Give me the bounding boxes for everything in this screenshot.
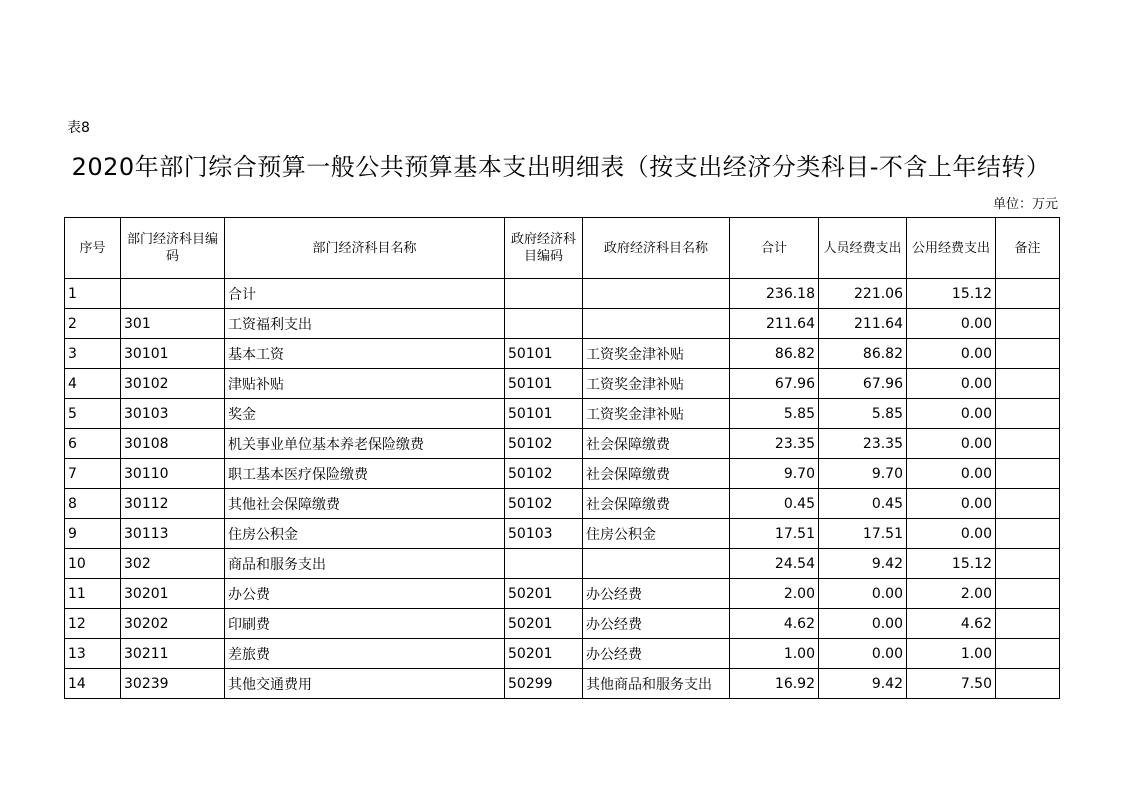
row-gov-name [583,309,730,339]
row-dept-code: 30211 [121,639,225,669]
row-remark [996,639,1060,669]
row-gov-code: 50201 [505,639,583,669]
row-total: 4.62 [730,609,819,639]
row-seq: 2 [65,309,121,339]
row-dept-name: 合计 [225,279,505,309]
row-total: 16.92 [730,669,819,699]
row-total: 5.85 [730,399,819,429]
row-public: 15.12 [907,279,996,309]
row-seq: 12 [65,609,121,639]
row-gov-code: 50101 [505,339,583,369]
row-gov-code: 50299 [505,669,583,699]
row-personnel: 0.00 [819,609,907,639]
row-public: 2.00 [907,579,996,609]
row-dept-name: 津贴补贴 [225,369,505,399]
row-total: 24.54 [730,549,819,579]
row-gov-name: 办公经费 [583,639,730,669]
row-personnel: 23.35 [819,429,907,459]
table-row [65,609,1060,639]
row-public: 15.12 [907,549,996,579]
row-dept-code: 30101 [121,339,225,369]
row-remark [996,459,1060,489]
row-total: 9.70 [730,459,819,489]
row-dept-code: 30102 [121,369,225,399]
row-gov-code: 50102 [505,489,583,519]
row-gov-code: 50102 [505,459,583,489]
row-gov-name [583,549,730,579]
row-gov-name: 其他商品和服务支出 [583,669,730,699]
row-remark [996,519,1060,549]
row-remark [996,399,1060,429]
row-total: 1.00 [730,639,819,669]
table-number-label: 表8 [67,120,90,136]
row-dept-name: 工资福利支出 [225,309,505,339]
header-total: 合计 [730,218,819,279]
row-dept-name: 奖金 [225,399,505,429]
header-seq: 序号 [65,218,121,279]
row-public: 0.00 [907,339,996,369]
row-dept-name: 机关事业单位基本养老保险缴费 [225,429,505,459]
row-remark [996,429,1060,459]
row-remark [996,309,1060,339]
row-seq: 9 [65,519,121,549]
row-seq: 14 [65,669,121,699]
row-public: 0.00 [907,429,996,459]
row-total: 211.64 [730,309,819,339]
row-remark [996,549,1060,579]
row-total: 17.51 [730,519,819,549]
table-row [65,549,1060,579]
row-personnel: 86.82 [819,339,907,369]
row-personnel: 9.42 [819,549,907,579]
table-row [65,579,1060,609]
row-gov-name: 办公经费 [583,609,730,639]
row-dept-code: 30103 [121,399,225,429]
row-remark [996,669,1060,699]
row-seq: 3 [65,339,121,369]
row-dept-name: 其他交通费用 [225,669,505,699]
row-personnel: 9.70 [819,459,907,489]
row-public: 0.00 [907,309,996,339]
row-total: 236.18 [730,279,819,309]
row-public: 1.00 [907,639,996,669]
table-row [65,459,1060,489]
table-row [65,429,1060,459]
row-dept-code: 302 [121,549,225,579]
row-remark [996,579,1060,609]
table-row [65,399,1060,429]
row-dept-name: 差旅费 [225,639,505,669]
row-seq: 7 [65,459,121,489]
row-total: 23.35 [730,429,819,459]
table-row [65,369,1060,399]
row-public: 7.50 [907,669,996,699]
row-personnel: 0.45 [819,489,907,519]
header-dept-code: 部门经济科目编码 [121,218,225,279]
table-row [65,339,1060,369]
row-gov-code [505,549,583,579]
row-gov-code: 50201 [505,579,583,609]
row-seq: 6 [65,429,121,459]
row-gov-code: 50101 [505,369,583,399]
row-seq: 1 [65,279,121,309]
row-public: 0.00 [907,489,996,519]
row-gov-name: 办公经费 [583,579,730,609]
table-row [65,669,1060,699]
row-gov-name: 住房公积金 [583,519,730,549]
unit-note: 单位：万元 [992,197,1058,212]
row-seq: 4 [65,369,121,399]
row-gov-name [583,279,730,309]
row-total: 86.82 [730,339,819,369]
row-gov-code: 50201 [505,609,583,639]
row-personnel: 9.42 [819,669,907,699]
row-dept-code: 30110 [121,459,225,489]
row-public: 4.62 [907,609,996,639]
row-total: 0.45 [730,489,819,519]
row-total: 67.96 [730,369,819,399]
row-public: 0.00 [907,459,996,489]
row-dept-name: 基本工资 [225,339,505,369]
row-gov-code: 50103 [505,519,583,549]
row-remark [996,489,1060,519]
row-public: 0.00 [907,369,996,399]
row-dept-code: 30239 [121,669,225,699]
table-header-row [65,218,1060,279]
row-seq: 5 [65,399,121,429]
table-row [65,519,1060,549]
row-personnel: 221.06 [819,279,907,309]
row-personnel: 67.96 [819,369,907,399]
row-seq: 8 [65,489,121,519]
row-personnel: 0.00 [819,579,907,609]
page-title: 2020年部门综合预算一般公共预算基本支出明细表（按支出经济分类科目-不含上年结转） [71,153,1051,181]
row-total: 2.00 [730,579,819,609]
row-dept-code: 30202 [121,609,225,639]
row-seq: 10 [65,549,121,579]
row-remark [996,369,1060,399]
table-row [65,279,1060,309]
header-gov-code: 政府经济科目编码 [505,218,583,279]
table-row [65,639,1060,669]
row-gov-name: 工资奖金津补贴 [583,339,730,369]
row-dept-name: 住房公积金 [225,519,505,549]
row-gov-code [505,279,583,309]
row-dept-name: 印刷费 [225,609,505,639]
table-row [65,309,1060,339]
row-remark [996,609,1060,639]
row-dept-name: 其他社会保障缴费 [225,489,505,519]
row-dept-code: 30201 [121,579,225,609]
row-gov-name: 社会保障缴费 [583,459,730,489]
row-gov-name: 社会保障缴费 [583,429,730,459]
row-personnel: 17.51 [819,519,907,549]
row-personnel: 0.00 [819,639,907,669]
row-gov-name: 工资奖金津补贴 [583,369,730,399]
table-row [65,489,1060,519]
row-dept-code: 30113 [121,519,225,549]
header-gov-name: 政府经济科目名称 [583,218,730,279]
row-seq: 13 [65,639,121,669]
row-public: 0.00 [907,399,996,429]
row-personnel: 211.64 [819,309,907,339]
row-gov-name: 社会保障缴费 [583,489,730,519]
row-gov-code: 50101 [505,399,583,429]
row-dept-name: 职工基本医疗保险缴费 [225,459,505,489]
row-dept-name: 商品和服务支出 [225,549,505,579]
row-remark [996,279,1060,309]
row-dept-code: 301 [121,309,225,339]
header-remark: 备注 [996,218,1060,279]
row-gov-code: 50102 [505,429,583,459]
row-dept-name: 办公费 [225,579,505,609]
row-public: 0.00 [907,519,996,549]
row-seq: 11 [65,579,121,609]
header-dept-name: 部门经济科目名称 [225,218,505,279]
row-gov-code [505,309,583,339]
row-dept-code: 30112 [121,489,225,519]
header-public: 公用经费支出 [907,218,996,279]
budget-detail-table [64,217,1060,699]
header-personnel: 人员经费支出 [819,218,907,279]
row-dept-code: 30108 [121,429,225,459]
row-personnel: 5.85 [819,399,907,429]
row-gov-name: 工资奖金津补贴 [583,399,730,429]
row-dept-code [121,279,225,309]
row-remark [996,339,1060,369]
